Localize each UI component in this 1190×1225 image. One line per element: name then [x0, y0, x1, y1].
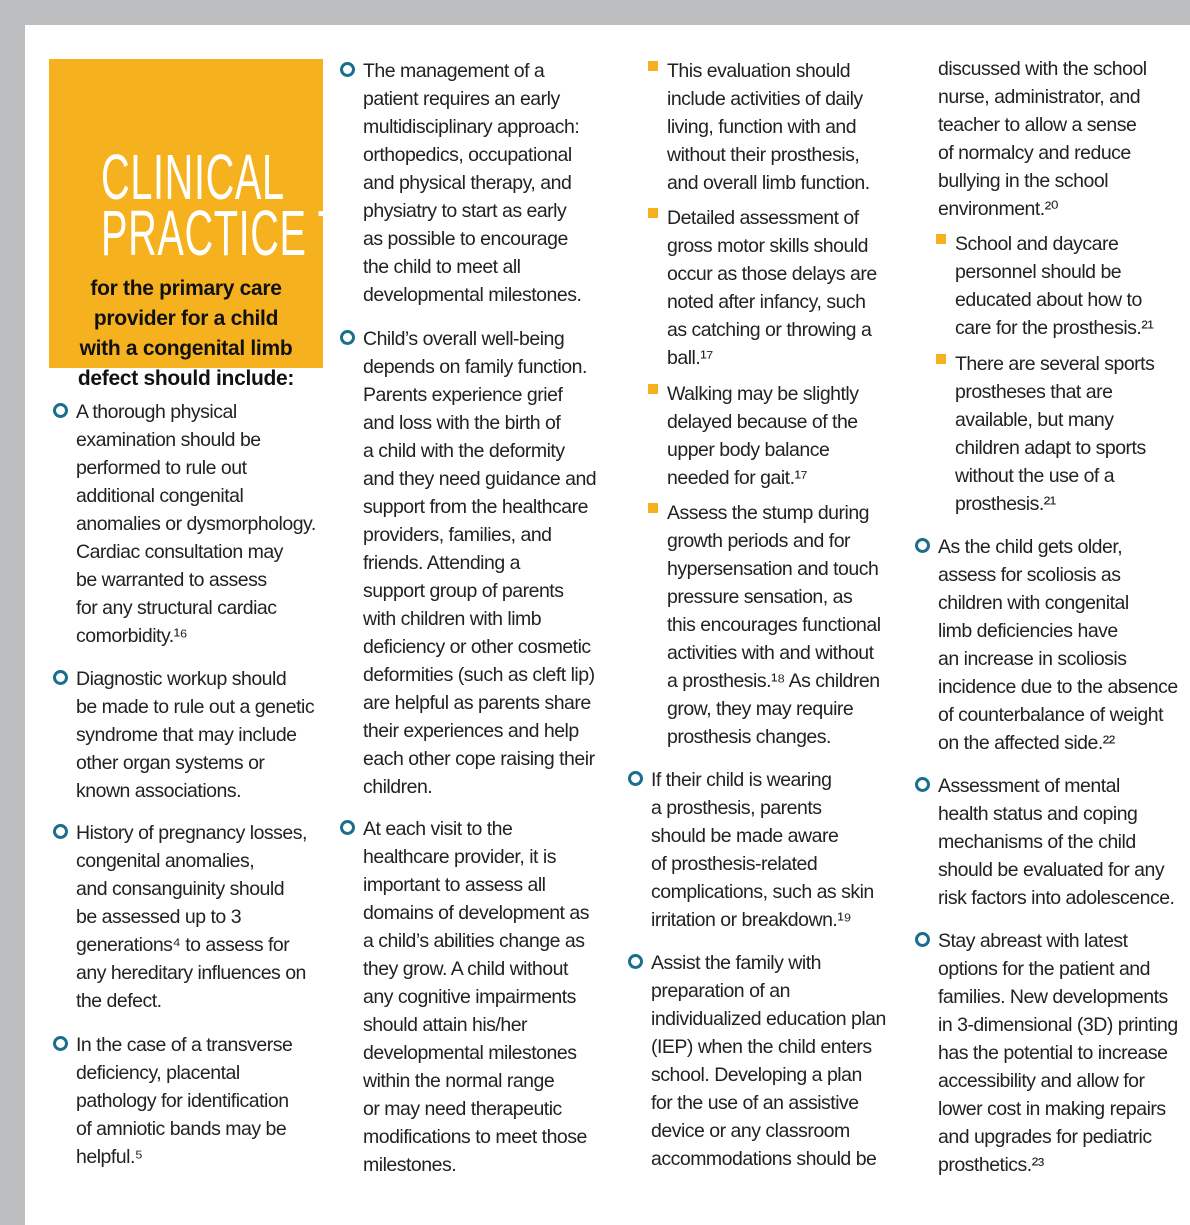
list-item-text: A thorough physical examination should be performed to rule out additional congenital anomalies or dysmorphology. Cardiac consultation may be warranted to assess for any structural cardiac comorbidity.¹⁶	[76, 401, 316, 647]
circle-bullet-icon	[53, 824, 68, 839]
header-subtitle: for the primary care provider for a child with a congenital limb defect should include:	[77, 277, 295, 390]
list-item-text: Child’s overall well-being depends on family function. Parents experience grief and loss with the birth of a child with the deformity and they need guidance and support from the healthcare providers, families, and friends. Attending a support group of parents with children with limb deficiency or other cosmetic deformities (such as cleft lip) are helpful as parents share their experiences and help each other cope raising their children.	[363, 328, 597, 798]
square-bullet-icon	[648, 61, 658, 71]
list-item-text: At each visit to the healthcare provider, it is important to assess all domains of development as a child’s abilities change as they grow. A child without any cognitive impairments should attain his/her developmental milestones within the normal range or may need therapeutic modifications to meet those milestones.	[363, 818, 589, 1176]
list-item-text: History of pregnancy losses, congenital anomalies, and consanguinity should be assessed up to 3 generations⁴ to assess for any hereditary influences on the defect.	[76, 822, 307, 1012]
list-item-text: School and daycare personnel should be educated about how to care for the prosthesis.²¹	[955, 233, 1154, 339]
list-item-text: If their child is wearing a prosthesis, parents should be made aware of prosthesis-related complications, such as skin irritation or breakdown.¹⁹	[651, 769, 874, 931]
list-item-text: Assessment of mental health status and coping mechanisms of the child should be evaluated for any risk factors into adolescence.	[938, 775, 1175, 909]
header-title-line1: CLINICAL	[101, 141, 285, 213]
circle-bullet-icon	[915, 932, 930, 947]
circle-bullet-icon	[628, 771, 643, 786]
list-item-text: Assess the stump during growth periods and for hypersensation and touch pressure sensation, as this encourages functional activities with and without a prosthesis.¹⁸ As children grow, they may require prosthesis changes.	[667, 502, 881, 748]
header-title-line2: PRACTICE TIPS	[101, 197, 409, 269]
square-bullet-icon	[936, 234, 946, 244]
clinical-tips-header-box	[49, 59, 409, 390]
circle-bullet-icon	[340, 62, 355, 77]
list-item-text: In the case of a transverse deficiency, placental pathology for identification of amniotic bands may be helpful.⁵	[76, 1034, 293, 1168]
circle-bullet-icon	[915, 777, 930, 792]
list-item-text: This evaluation should include activities of daily living, function with and without their prosthesis, and overall limb function.	[667, 60, 870, 194]
circle-bullet-icon	[340, 330, 355, 345]
circle-bullet-icon	[53, 403, 68, 418]
list-item-text: Stay abreast with latest options for the patient and families. New developments in 3-dimensional (3D) printing has the potential to increase accessibility and allow for lower cost in making repairs and upgrades for pediatric prosthetics.²³	[938, 930, 1178, 1176]
square-bullet-icon	[648, 503, 658, 513]
list-item-text: Diagnostic workup should be made to rule out a genetic syndrome that may include other organ systems or known associations.	[76, 668, 315, 802]
circle-bullet-icon	[628, 954, 643, 969]
square-bullet-icon	[648, 208, 658, 218]
circle-bullet-icon	[340, 820, 355, 835]
list-item-text: The management of a patient requires an early multidisciplinary approach: orthopedics, occupational and physical therapy, and physiatry to start as early as possible to encourage the child to meet all developmental milestones.	[363, 60, 582, 306]
list-item-text: Detailed assessment of gross motor skills should occur as those delays are noted after infancy, such as catching or throwing a ball.¹⁷	[667, 207, 877, 369]
circle-bullet-icon	[53, 670, 68, 685]
circle-bullet-icon	[915, 538, 930, 553]
list-item-text: Assist the family with preparation of an individualized education plan (IEP) when the child enters school. Developing a plan for the use of an assistive device or any classroom accommodations should be	[651, 952, 886, 1170]
list-item-text: There are several sports prostheses that are available, but many children adapt to sports without the use of a prosthesis.²¹	[955, 353, 1155, 515]
list-item-text: discussed with the school nurse, administrator, and teacher to allow a sense of normalcy and reduce bullying in the school environment.²⁰	[938, 58, 1147, 220]
square-bullet-icon	[936, 354, 946, 364]
circle-bullet-icon	[53, 1036, 68, 1051]
list-item-text: Walking may be slightly delayed because of the upper body balance needed for gait.¹⁷	[667, 383, 859, 489]
list-item-text: As the child gets older, assess for scoliosis as children with congenital limb deficiencies have an increase in scoliosis incidence due to the absence of counterbalance of weight on the affected side.²²	[938, 536, 1178, 754]
square-bullet-icon	[648, 384, 658, 394]
